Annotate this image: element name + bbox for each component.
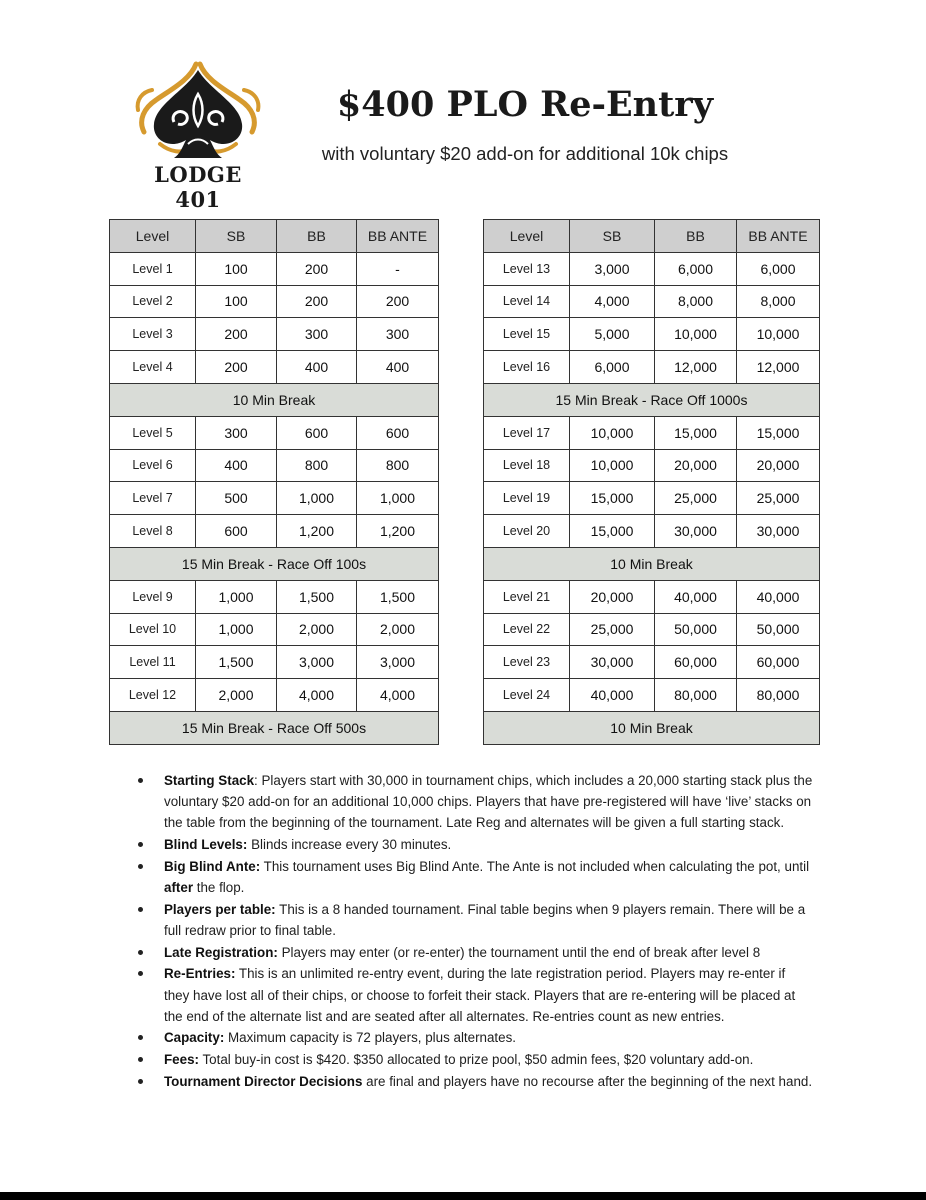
lodge-logo (130, 60, 266, 212)
bb-ante-cell: 3,000 (357, 646, 439, 679)
break-row (110, 383, 439, 416)
table-row (110, 646, 439, 679)
table-row (484, 416, 820, 449)
column-header-sb: SB (570, 220, 655, 253)
bb-ante-cell: 10,000 (737, 318, 820, 351)
sb-cell: 1,000 (196, 613, 277, 646)
bb-ante-cell: 25,000 (737, 482, 820, 515)
break-label: 10 Min Break (484, 711, 820, 744)
bullet-icon (138, 778, 143, 783)
bb-ante-cell: 800 (357, 449, 439, 482)
bb-cell: 1,000 (277, 482, 357, 515)
level-cell: Level 23 (484, 646, 570, 679)
rule-text: are final and players have no recourse after the beginning of the next hand. (362, 1073, 813, 1089)
table-row (484, 252, 820, 285)
sb-cell: 500 (196, 482, 277, 515)
bullet-icon (138, 907, 143, 912)
table-header-row (110, 220, 439, 253)
bb-cell: 80,000 (655, 679, 737, 712)
rule-text: Players may enter (or re-enter) the tournament until the end of break after level 8 (277, 944, 761, 960)
level-cell: Level 1 (110, 252, 196, 285)
sb-cell: 40,000 (570, 679, 655, 712)
sb-cell: 1,500 (196, 646, 277, 679)
bb-cell: 8,000 (655, 285, 737, 318)
rule-item (134, 770, 814, 834)
table-row (110, 613, 439, 646)
sb-cell: 20,000 (570, 580, 655, 613)
sb-cell: 30,000 (570, 646, 655, 679)
table-row (110, 515, 439, 548)
page-subtitle: with voluntary $20 add-on for additional 10k chips (321, 143, 729, 164)
level-cell: Level 6 (110, 449, 196, 482)
sb-cell: 25,000 (570, 613, 655, 646)
table-row (110, 449, 439, 482)
column-header-level: Level (484, 220, 570, 253)
rule-text: Total buy-in cost is $420. $350 allocated to prize pool, $50 admin fees, $20 voluntary add-on. (198, 1052, 754, 1068)
table-row (484, 580, 820, 613)
break-label: 10 Min Break (110, 383, 439, 416)
table-row (484, 646, 820, 679)
bb-ante-cell: 1,000 (357, 482, 439, 515)
bb-ante-cell: 15,000 (737, 416, 820, 449)
bb-ante-cell: 12,000 (737, 351, 820, 384)
rule-item (134, 856, 814, 898)
bb-cell: 800 (277, 449, 357, 482)
bb-ante-cell: 400 (357, 351, 439, 384)
bb-ante-cell: - (357, 252, 439, 285)
bb-ante-cell: 300 (357, 318, 439, 351)
sb-cell: 15,000 (570, 482, 655, 515)
bb-ante-cell: 50,000 (737, 613, 820, 646)
sb-cell: 200 (196, 351, 277, 384)
table-row (110, 351, 439, 384)
rule-label: Tournament Director Decisions (164, 1073, 363, 1089)
level-cell: Level 16 (484, 351, 570, 384)
rule-label: Starting Stack (164, 773, 255, 788)
bb-cell: 400 (277, 351, 357, 384)
table-row (484, 613, 820, 646)
rule-item (134, 834, 814, 855)
page-title: $400 PLO Re-Entry (336, 84, 714, 125)
break-row (484, 547, 820, 580)
level-cell: Level 18 (484, 449, 570, 482)
bullet-icon (138, 842, 143, 847)
rule-item (134, 942, 814, 963)
bb-cell: 1,200 (277, 515, 357, 548)
table-row (484, 285, 820, 318)
sb-cell: 3,000 (570, 252, 655, 285)
rule-text: the flop. (193, 880, 245, 896)
level-cell: Level 17 (484, 416, 570, 449)
bb-ante-cell: 80,000 (737, 679, 820, 712)
rule-text: Blinds increase every 30 minutes. (247, 837, 452, 853)
bb-ante-cell: 2,000 (357, 613, 439, 646)
bb-ante-cell: 600 (357, 416, 439, 449)
level-cell: Level 22 (484, 613, 570, 646)
break-label: 15 Min Break - Race Off 500s (110, 711, 439, 744)
level-cell: Level 3 (110, 318, 196, 351)
table-row (484, 351, 820, 384)
sb-cell: 300 (196, 416, 277, 449)
bb-cell: 60,000 (655, 646, 737, 679)
rule-item (134, 963, 814, 1027)
rules-list (134, 770, 814, 1093)
column-header-sb: SB (196, 220, 277, 253)
spade-logo-icon (130, 60, 266, 164)
rule-item (134, 1027, 814, 1048)
bb-ante-cell: 4,000 (357, 679, 439, 712)
bb-ante-cell: 60,000 (737, 646, 820, 679)
bb-cell: 20,000 (655, 449, 737, 482)
bullet-icon (138, 1079, 143, 1084)
sb-cell: 400 (196, 449, 277, 482)
column-header-bb-ante: BB ANTE (357, 220, 439, 253)
sb-cell: 4,000 (570, 285, 655, 318)
bullet-icon (138, 1035, 143, 1040)
bottom-border (0, 1192, 926, 1200)
column-header-bb-ante: BB ANTE (737, 220, 820, 253)
level-cell: Level 20 (484, 515, 570, 548)
bb-cell: 40,000 (655, 580, 737, 613)
rule-label: Re-Entries: (164, 966, 236, 982)
sb-cell: 6,000 (570, 351, 655, 384)
rule-text: This is a 8 handed tournament. Final table begins when 9 players remain. There will be a full redraw prior to final table. (164, 901, 806, 938)
sb-cell: 15,000 (570, 515, 655, 548)
level-cell: Level 12 (110, 679, 196, 712)
bb-ante-cell: 40,000 (737, 580, 820, 613)
bullet-icon (138, 971, 143, 976)
bb-cell: 3,000 (277, 646, 357, 679)
table-row (484, 449, 820, 482)
rule-item (134, 1071, 814, 1092)
rule-text: This tournament uses Big Blind Ante. The Ante is not included when calculating the pot, until (260, 858, 810, 874)
bb-cell: 200 (277, 252, 357, 285)
table-row (110, 416, 439, 449)
column-header-bb: BB (655, 220, 737, 253)
level-cell: Level 24 (484, 679, 570, 712)
bullet-icon (138, 1057, 143, 1062)
sb-cell: 1,000 (196, 580, 277, 613)
column-header-bb: BB (277, 220, 357, 253)
level-cell: Level 2 (110, 285, 196, 318)
bb-cell: 12,000 (655, 351, 737, 384)
rule-emphasis: after (164, 880, 194, 896)
bb-cell: 1,500 (277, 580, 357, 613)
sb-cell: 200 (196, 318, 277, 351)
bb-cell: 10,000 (655, 318, 737, 351)
break-row (484, 383, 820, 416)
bb-cell: 30,000 (655, 515, 737, 548)
sb-cell: 5,000 (570, 318, 655, 351)
bb-cell: 6,000 (655, 252, 737, 285)
rule-label: Blind Levels: (164, 837, 248, 853)
table-row (484, 679, 820, 712)
table-row (484, 515, 820, 548)
sb-cell: 2,000 (196, 679, 277, 712)
level-cell: Level 19 (484, 482, 570, 515)
blind-structure-table-left (109, 219, 439, 745)
sb-cell: 600 (196, 515, 277, 548)
rule-text: Maximum capacity is 72 players, plus alternates. (224, 1030, 517, 1046)
table-row (484, 318, 820, 351)
rule-label: Players per table: (164, 901, 276, 917)
break-label: 15 Min Break - Race Off 100s (110, 547, 439, 580)
bb-ante-cell: 200 (357, 285, 439, 318)
level-cell: Level 13 (484, 252, 570, 285)
rule-label: Big Blind Ante: (164, 858, 261, 874)
table-row (110, 679, 439, 712)
rule-item (134, 1049, 814, 1070)
level-cell: Level 5 (110, 416, 196, 449)
bb-cell: 2,000 (277, 613, 357, 646)
table-row (110, 318, 439, 351)
bb-ante-cell: 8,000 (737, 285, 820, 318)
bb-cell: 50,000 (655, 613, 737, 646)
bb-ante-cell: 1,500 (357, 580, 439, 613)
logo-text: LODGE 401 (154, 162, 242, 212)
break-label: 10 Min Break (484, 547, 820, 580)
bullet-icon (138, 950, 143, 955)
sb-cell: 10,000 (570, 449, 655, 482)
table-row (110, 580, 439, 613)
level-cell: Level 8 (110, 515, 196, 548)
bb-cell: 25,000 (655, 482, 737, 515)
sb-cell: 100 (196, 285, 277, 318)
level-cell: Level 11 (110, 646, 196, 679)
bb-cell: 300 (277, 318, 357, 351)
bullet-icon (138, 864, 143, 869)
column-header-level: Level (110, 220, 196, 253)
bb-ante-cell: 20,000 (737, 449, 820, 482)
rule-label: Capacity: (164, 1030, 225, 1046)
table-row (110, 285, 439, 318)
blind-structure-table-right (483, 219, 820, 745)
level-cell: Level 14 (484, 285, 570, 318)
break-row (110, 547, 439, 580)
rule-text: : Players start with 30,000 in tournament chips, which includes a 20,000 starting stack plus the voluntary $20 add-on for an additional 10,000 chips. Players that have pre-registered will have ‘live’ stacks on the table from the beginning of the tournament. Late Reg and alternates will be given a full starting stack. (164, 773, 813, 831)
rule-label: Late Registration: (164, 944, 278, 960)
table-header-row (484, 220, 820, 253)
table-row (110, 252, 439, 285)
sb-cell: 10,000 (570, 416, 655, 449)
level-cell: Level 4 (110, 351, 196, 384)
bb-cell: 200 (277, 285, 357, 318)
break-row (484, 711, 820, 744)
bb-ante-cell: 30,000 (737, 515, 820, 548)
bb-ante-cell: 1,200 (357, 515, 439, 548)
break-label: 15 Min Break - Race Off 1000s (484, 383, 820, 416)
level-cell: Level 9 (110, 580, 196, 613)
level-cell: Level 7 (110, 482, 196, 515)
rule-item (134, 899, 814, 941)
bb-ante-cell: 6,000 (737, 252, 820, 285)
bb-cell: 600 (277, 416, 357, 449)
table-row (110, 482, 439, 515)
break-row (110, 711, 439, 744)
sb-cell: 100 (196, 252, 277, 285)
table-row (484, 482, 820, 515)
level-cell: Level 10 (110, 613, 196, 646)
rule-text: This is an unlimited re-entry event, during the late registration period. Players may re-enter if they have lost all of their chips, or choose to forfeit their stack. Players that are re-entering will be placed at the end of the alternate list and are seated after all alternates. Re-entries count as new entries. (164, 966, 796, 1024)
rule-label: Fees: (164, 1052, 199, 1068)
bb-cell: 4,000 (277, 679, 357, 712)
level-cell: Level 21 (484, 580, 570, 613)
level-cell: Level 15 (484, 318, 570, 351)
bb-cell: 15,000 (655, 416, 737, 449)
